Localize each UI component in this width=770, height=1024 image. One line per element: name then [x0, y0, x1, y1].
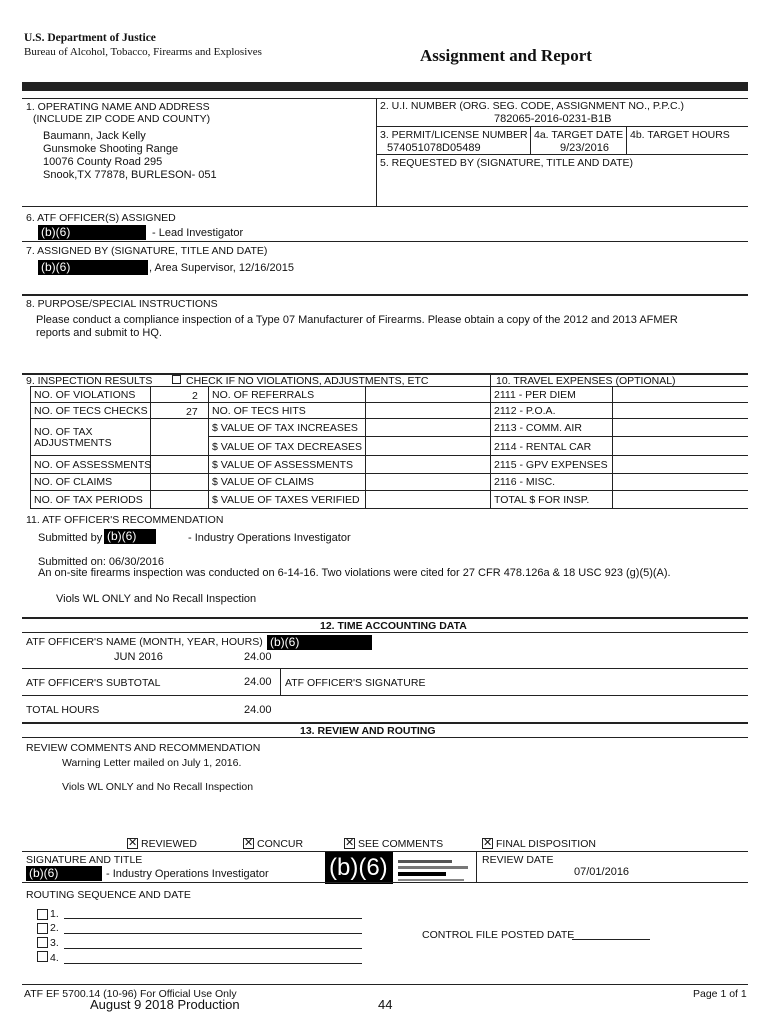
redaction-box: (b)(6) [38, 260, 148, 275]
rule [22, 206, 748, 207]
tax-increases-label: $ VALUE OF TAX INCREASES [212, 422, 358, 434]
rule [30, 418, 748, 419]
tecs-checks-label: NO. OF TECS CHECKS [34, 405, 148, 417]
divider [376, 98, 377, 206]
rule [22, 617, 748, 619]
production-page-number: 44 [378, 997, 393, 1012]
business-name: Gunsmoke Shooting Range [43, 143, 179, 155]
redaction-box: (b)(6) [267, 635, 372, 650]
signature-redaction: (b)(6) [325, 852, 393, 884]
taxes-verified-label: $ VALUE OF TAXES VERIFIED [212, 494, 360, 506]
recommendation-body: An on-site firearms inspection was conducted on 6-14-16. Two violations were cited for 27 CFR 478.126a & 18 USC 923 (g)(5)(A). [38, 567, 671, 579]
sec1-label-b: (INCLUDE ZIP CODE AND COUNTY) [33, 113, 211, 125]
routing-line-3[interactable] [64, 948, 362, 949]
divider [530, 126, 531, 154]
control-file-line[interactable] [572, 939, 650, 940]
violations-value: 2 [192, 390, 198, 402]
digital-signature-stamp [396, 858, 474, 884]
rule [22, 632, 748, 633]
travel-gpv: 2115 - GPV EXPENSES [494, 459, 608, 471]
sec6-label: 6. ATF OFFICER(S) ASSIGNED [26, 212, 176, 224]
referrals-label: NO. OF REFERRALS [212, 389, 315, 401]
time-hours: 24.00 [244, 651, 272, 663]
assigned-by-text: , Area Supervisor, 12/16/2015 [149, 262, 294, 274]
page-indicator: Page 1 of 1 [693, 988, 747, 1000]
divider [30, 386, 31, 508]
tax-adj-label-b: ADJUSTMENTS [34, 437, 112, 449]
final-disposition-checkbox[interactable]: ✕ [483, 837, 493, 849]
divider [365, 386, 366, 508]
travel-comm-air: 2113 - COMM. AIR [494, 422, 582, 434]
submitter-title: - Industry Operations Investigator [188, 532, 351, 544]
travel-poa: 2112 - P.O.A. [494, 405, 556, 417]
routing-num-2: 2. [50, 922, 59, 934]
assessments-label: NO. OF ASSESSMENTS [34, 459, 152, 471]
purpose-line-2: reports and submit to HQ. [36, 327, 162, 339]
value-assessments-label: $ VALUE OF ASSESSMENTS [212, 459, 354, 471]
routing-num-4: 4. [50, 952, 59, 964]
review-date-label: REVIEW DATE [482, 854, 554, 866]
sec13-label: 13. REVIEW AND ROUTING [300, 725, 436, 737]
sec2-label: 2. U.I. NUMBER (ORG. SEG. CODE, ASSIGNMENT NO., P.P.C.) [380, 100, 684, 112]
form-number: ATF EF 5700.14 (10-96) For Official Use Only [24, 988, 237, 1000]
purpose-line-1: Please conduct a compliance inspection of a Type 07 Manufacturer of Firearms. Please obtain a copy of the 2012 and 2013 AFMER [36, 314, 678, 326]
travel-total: TOTAL $ FOR INSP. [494, 494, 590, 506]
rule [208, 436, 748, 437]
routing-checkbox-3[interactable] [37, 937, 48, 948]
divider [626, 126, 627, 154]
review-comment-1: Warning Letter mailed on July 1, 2016. [62, 757, 242, 769]
rule [30, 386, 748, 387]
divider [280, 668, 281, 695]
rule [22, 737, 748, 738]
bureau-name: Bureau of Alcohol, Tobacco, Firearms and Explosives [24, 46, 262, 58]
divider [476, 851, 477, 882]
submitted-by-label: Submitted by [38, 532, 103, 544]
recommendation-note: Viols WL ONLY and No Recall Inspection [56, 593, 257, 605]
routing-checkbox-1[interactable] [37, 909, 48, 920]
rule [22, 241, 748, 242]
routing-label: ROUTING SEQUENCE AND DATE [26, 889, 191, 901]
sec4b-label: 4b. TARGET HOURS [630, 129, 730, 141]
travel-misc: 2116 - MISC. [494, 476, 556, 488]
divider [612, 386, 613, 508]
reviewer-title: - Industry Operations Investigator [106, 868, 269, 880]
final-disposition-label: FINAL DISPOSITION [496, 838, 596, 850]
total-hours-label: TOTAL HOURS [26, 704, 100, 716]
redaction-box: (b)(6) [26, 866, 102, 881]
travel-rental-car: 2114 - RENTAL CAR [494, 441, 592, 453]
rule [30, 490, 748, 491]
sec8-label: 8. PURPOSE/SPECIAL INSTRUCTIONS [26, 298, 218, 310]
tecs-hits-label: NO. OF TECS HITS [212, 405, 306, 417]
header-bar [22, 82, 748, 91]
routing-line-1[interactable] [64, 918, 362, 919]
target-date: 9/23/2016 [560, 142, 609, 154]
rule [376, 126, 748, 127]
see-comments-label: SEE COMMENTS [358, 838, 444, 850]
sec7-label: 7. ASSIGNED BY (SIGNATURE, TITLE AND DATE) [26, 245, 268, 257]
rule [30, 473, 748, 474]
form-title: Assignment and Report [420, 46, 592, 65]
violations-label: NO. OF VIOLATIONS [34, 389, 136, 401]
divider [208, 386, 209, 508]
rule [22, 722, 748, 724]
review-date-value: 07/01/2016 [574, 866, 630, 878]
routing-checkbox-2[interactable] [37, 923, 48, 934]
reviewed-checkbox[interactable]: ✕ [128, 837, 138, 849]
sec10-label: 10. TRAVEL EXPENSES (OPTIONAL) [496, 375, 676, 387]
tax-decreases-label: $ VALUE OF TAX DECREASES [212, 441, 362, 453]
divider [490, 373, 491, 508]
signature-label: SIGNATURE AND TITLE [26, 854, 143, 866]
redaction-box: (b)(6) [104, 529, 156, 544]
operator-name: Baumann, Jack Kelly [43, 130, 146, 142]
rule [30, 455, 748, 456]
routing-checkbox-4[interactable] [37, 951, 48, 962]
sec9-label: 9. INSPECTION RESULTS [26, 375, 153, 387]
divider [150, 386, 151, 508]
street-address: 10076 County Road 295 [43, 156, 163, 168]
no-violations-label: CHECK IF NO VIOLATIONS, ADJUSTMENTS, ETC [186, 375, 429, 387]
ui-number: 782065-2016-0231-B1B [494, 113, 612, 125]
rule [22, 98, 748, 99]
see-comments-checkbox[interactable]: ✕ [345, 837, 355, 849]
department-name: U.S. Department of Justice [24, 32, 156, 44]
submitted-on: Submitted on: 06/30/2016 [38, 556, 164, 568]
routing-line-4[interactable] [64, 963, 362, 964]
routing-num-1: 1. [50, 908, 59, 920]
routing-num-3: 3. [50, 937, 59, 949]
officer-name-label: ATF OFFICER'S NAME (MONTH, YEAR, HOURS) [26, 636, 263, 648]
rule [30, 402, 748, 403]
rule [30, 508, 748, 509]
tecs-checks-value: 27 [186, 406, 198, 418]
sec4a-label: 4a. TARGET DATE [534, 129, 624, 141]
redaction-box: (b)(6) [38, 225, 146, 240]
travel-per-diem: 2111 - PER DIEM [494, 389, 576, 401]
officer-role: - Lead Investigator [152, 227, 244, 239]
rule [22, 984, 748, 985]
review-comments-label: REVIEW COMMENTS AND RECOMMENDATION [26, 742, 261, 754]
officer-signature-label: ATF OFFICER'S SIGNATURE [285, 677, 426, 689]
sec3-label: 3. PERMIT/LICENSE NUMBER [380, 129, 528, 141]
tax-adj-label-a: NO. OF TAX [34, 426, 93, 438]
rule [22, 294, 748, 296]
city-state: Snook,TX 77878, BURLESON- 051 [43, 169, 217, 181]
sec11-label: 11. ATF OFFICER'S RECOMMENDATION [26, 514, 224, 526]
review-comment-2: Viols WL ONLY and No Recall Inspection [62, 781, 254, 793]
subtotal-value: 24.00 [244, 676, 272, 688]
permit-number: 574051078D05489 [387, 142, 481, 154]
concur-label: CONCUR [257, 838, 304, 850]
value-claims-label: $ VALUE OF CLAIMS [212, 476, 314, 488]
sec1-label-a: 1. OPERATING NAME AND ADDRESS [26, 101, 210, 113]
sec5-label: 5. REQUESTED BY (SIGNATURE, TITLE AND DATE) [380, 157, 634, 169]
control-file-label: CONTROL FILE POSTED DATE [422, 929, 575, 941]
rule [22, 668, 748, 669]
claims-label: NO. OF CLAIMS [34, 476, 113, 488]
sec12-label: 12. TIME ACCOUNTING DATA [320, 620, 467, 632]
concur-checkbox[interactable]: ✕ [244, 837, 254, 849]
tax-periods-label: NO. OF TAX PERIODS [34, 494, 143, 506]
rule [376, 154, 748, 155]
reviewed-label: REVIEWED [141, 838, 198, 850]
production-stamp: August 9 2018 Production [90, 997, 240, 1012]
time-month: JUN 2016 [114, 651, 163, 663]
subtotal-label: ATF OFFICER'S SUBTOTAL [26, 677, 161, 689]
rule [22, 882, 748, 883]
routing-line-2[interactable] [64, 933, 362, 934]
no-violations-checkbox[interactable] [172, 375, 181, 384]
total-hours-value: 24.00 [244, 704, 272, 716]
rule [22, 695, 748, 696]
